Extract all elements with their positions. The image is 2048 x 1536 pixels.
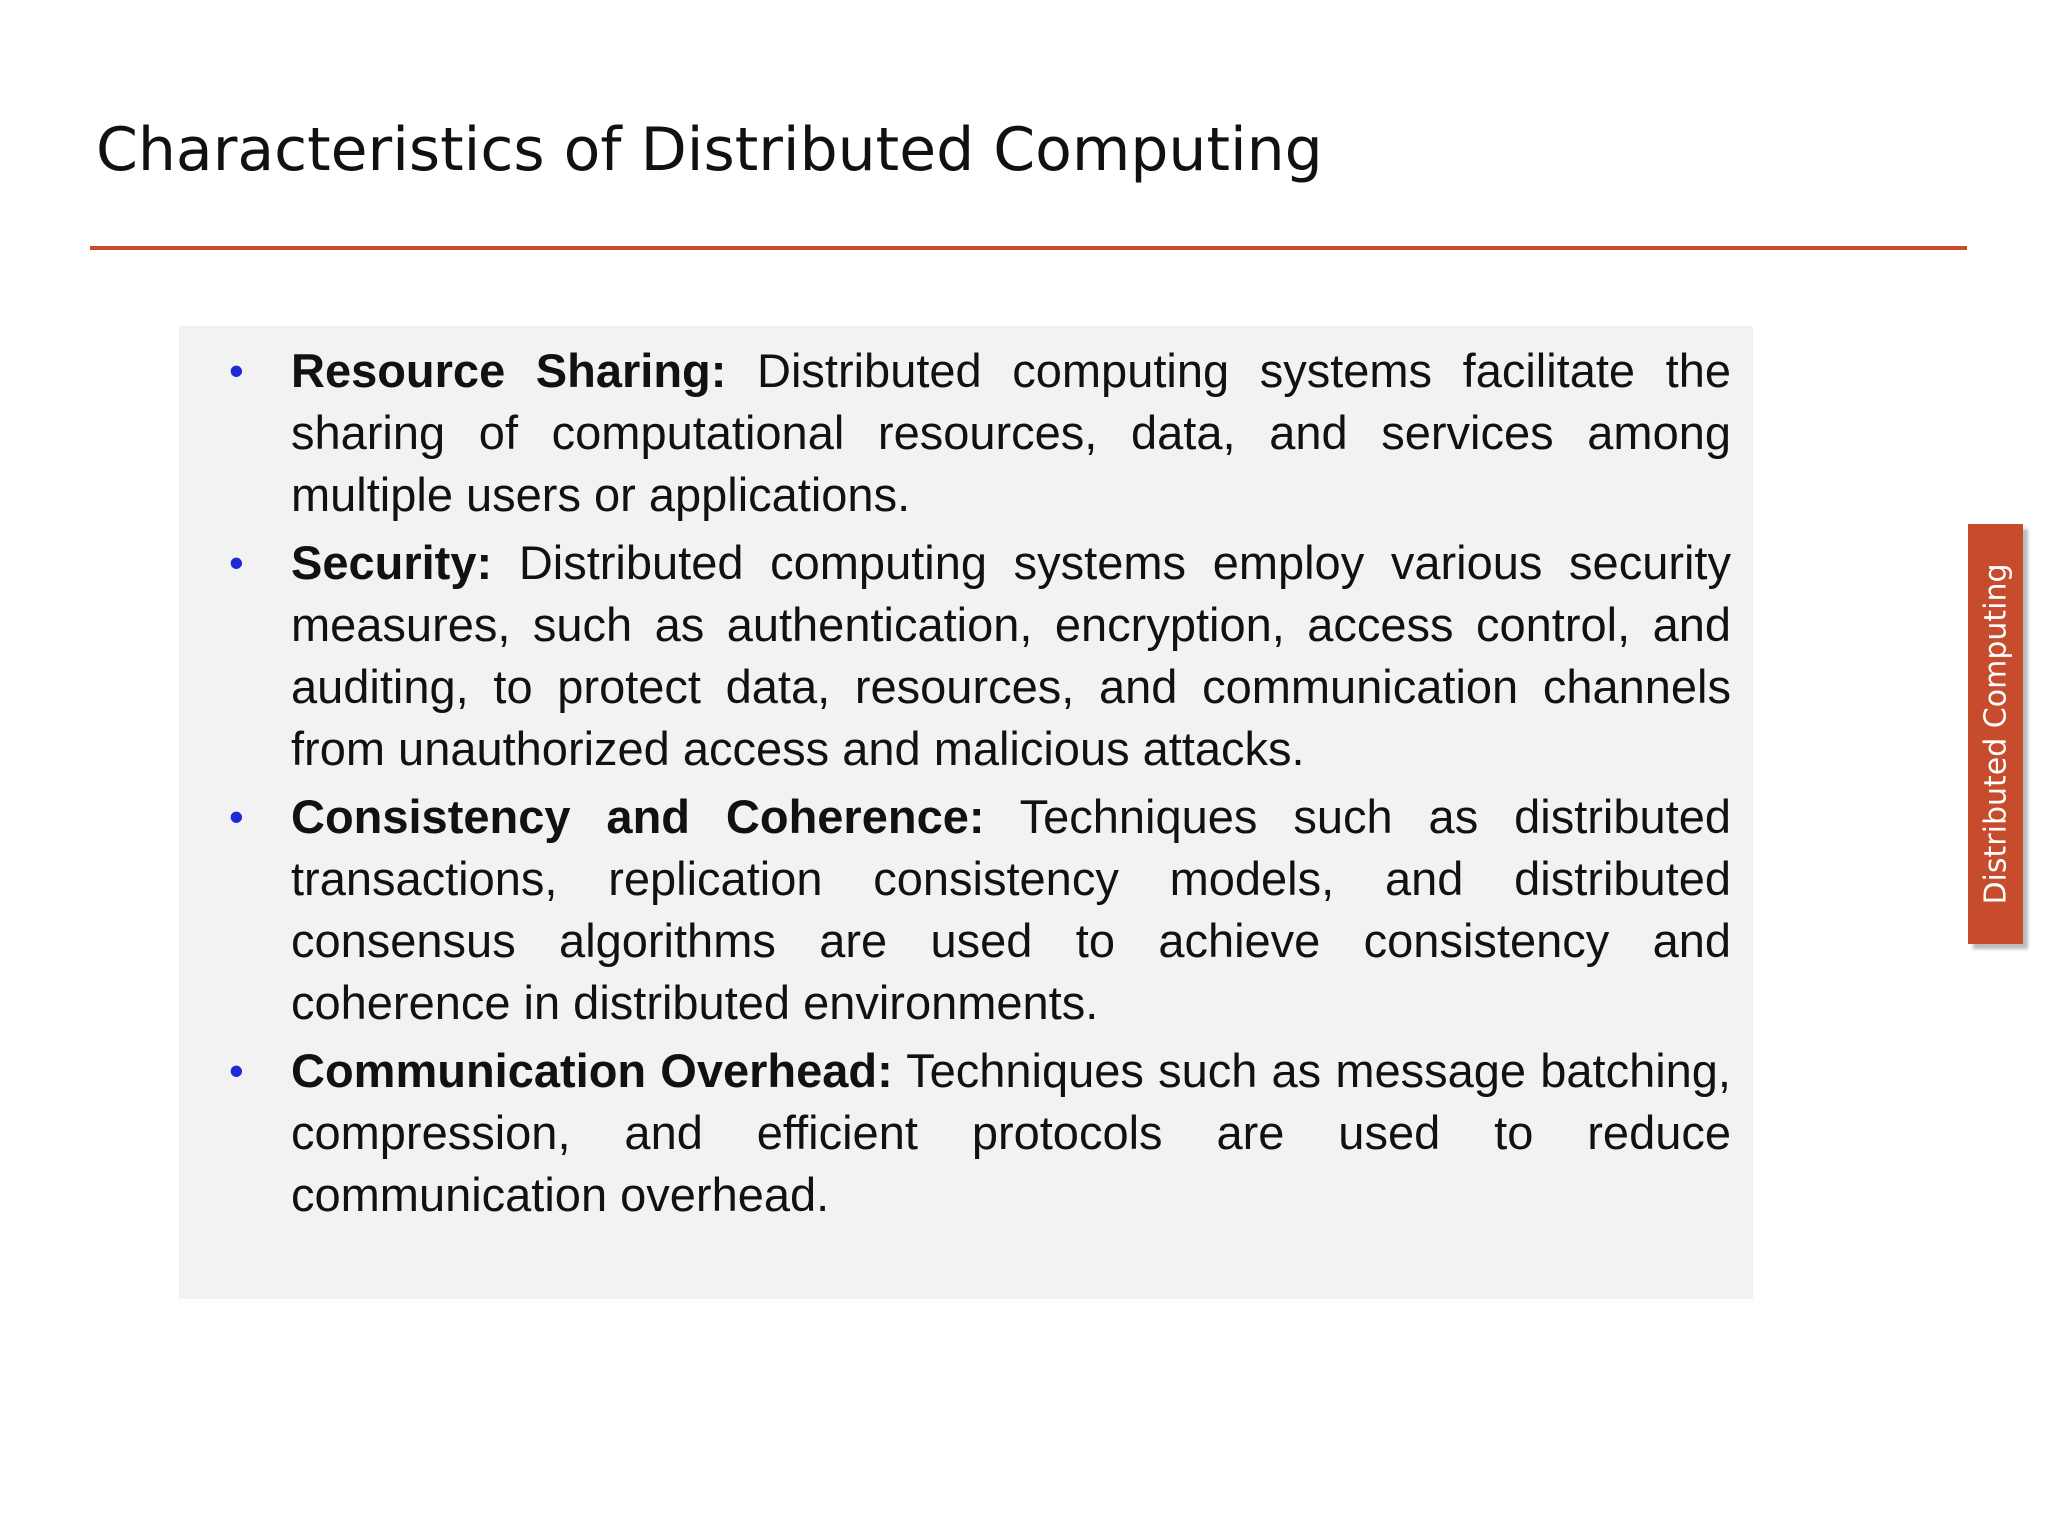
bullet-term: Consistency and Coherence:	[291, 790, 985, 843]
bullet-term: Communication Overhead:	[291, 1044, 893, 1097]
bullet-item-consistency	[229, 786, 1731, 1034]
bullet-text: Distributed computing systems facilitate the sharing of computational resources, data, and services among multiple users or applications.	[291, 344, 1731, 521]
bullet-term: Resource Sharing:	[291, 344, 727, 397]
bullet-item-security	[229, 532, 1731, 780]
title-divider	[90, 246, 1967, 250]
bullet-icon: •	[229, 347, 244, 394]
bullet-text: Techniques such as distributed transactions, replication consistency models, and distributed consensus algorithms are used to achieve consistency and coherence in distributed environments.	[291, 790, 1731, 1029]
side-tab	[1968, 524, 2023, 944]
bullet-text: Distributed computing systems employ various security measures, such as authentication, encryption, access control, and auditing, to protect data, resources, and communication channels from unauthorized access and malicious attacks.	[291, 536, 1731, 775]
bullet-item-resource-sharing	[229, 340, 1731, 526]
side-tab-label: Distributed Computing	[1978, 563, 2013, 905]
bullet-text: Techniques such as message batching, compression, and efficient protocols are used to reduce communication overhead.	[291, 1044, 1731, 1221]
bullet-icon: •	[229, 1047, 244, 1094]
bullet-icon: •	[229, 793, 244, 840]
bullet-term: Security:	[291, 536, 493, 589]
bullet-icon: •	[229, 539, 244, 586]
slide-title: Characteristics of Distributed Computing	[96, 115, 1323, 185]
bullet-list	[229, 340, 1731, 1232]
bullet-item-communication-overhead	[229, 1040, 1731, 1226]
content-box	[179, 326, 1753, 1299]
